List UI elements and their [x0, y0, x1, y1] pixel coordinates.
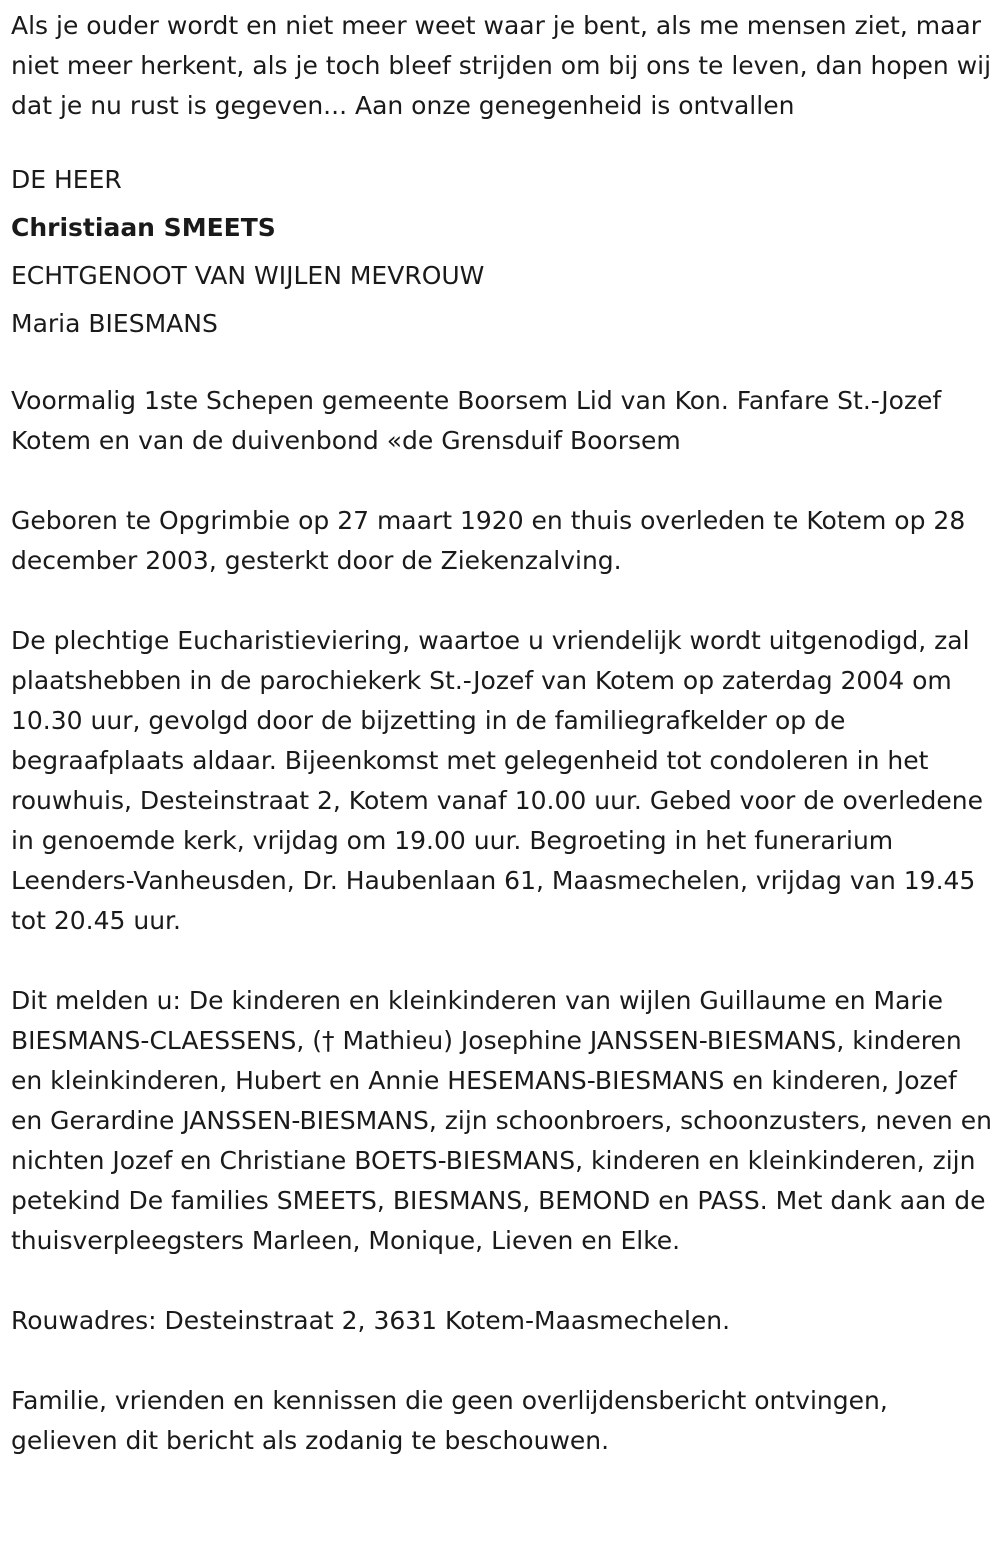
deceased-name: Christiaan SMEETS [11, 213, 276, 242]
name-block [11, 156, 992, 348]
ceremony-paragraph: De plechtige Eucharistieviering, waartoe u vriendelijk wordt uitgenodigd, zal plaatshebben in de parochiekerk St.-Jozef van Kotem op zaterdag 2004 om 10.30 uur, gevolgd door de bijzetting in de familiegrafkelder op de begraafplaats aldaar. Bijeenkomst met gelegenheid tot condoleren in het rouwhuis, Desteinstraat 2, Kotem vanaf 10.00 uur. Gebed voor de overledene in genoemde kerk, vrijdag om 19.00 uur. Begroeting in het funerarium Leenders-Vanheusden, Dr. Haubenlaan 61, Maasmechelen, vrijdag van 19.45 tot 20.45 uur. [11, 626, 984, 935]
closing-paragraph: Familie, vrienden en kennissen die geen overlijdensbericht ontvingen, gelieven dit bericht als zodanig te beschouwen. [11, 1386, 888, 1455]
birth-death-paragraph: Geboren te Opgrimbie op 27 maart 1920 en thuis overleden te Kotem op 28 december 2003, gesterkt door de Ziekenzalving. [11, 506, 966, 575]
function-paragraph: Voormalig 1ste Schepen gemeente Boorsem Lid van Kon. Fanfare St.-Jozef Kotem en van de duivenbond «de Grensduif Boorsem [11, 386, 942, 455]
address-paragraph: Rouwadres: Desteinstraat 2, 3631 Kotem-Maasmechelen. [11, 1306, 731, 1335]
spouse-name: Maria BIESMANS [11, 309, 218, 338]
family-paragraph: Dit melden u: De kinderen en kleinkinderen van wijlen Guillaume en Marie BIESMANS-CLAESSENS, († Mathieu) Josephine JANSSEN-BIESMANS, kinderen en kleinkinderen, Hubert en Annie HESEMANS-BIESMANS en kinderen, Jozef en Gerardine JANSSEN-BIESMANS, zijn schoonbroers, schoonzusters, neven en nichten Jozef en Christiane BOETS-BIESMANS, kinderen en kleinkinderen, zijn petekind De families SMEETS, BIESMANS, BEMOND en PASS. Met dank aan de thuisverpleegsters Marleen, Monique, Lieven en Elke. [11, 986, 992, 1255]
spouse-title: ECHTGENOOT VAN WIJLEN MEVROUW [11, 261, 485, 290]
title-line: DE HEER [11, 165, 122, 194]
intro-paragraph: Als je ouder wordt en niet meer weet waar je bent, als me mensen ziet, maar niet meer herkent, als je toch bleef strijden om bij ons te leven, dan hopen wij dat je nu rust is gegeven... Aan onze genegenheid is ontvallen [11, 11, 992, 120]
